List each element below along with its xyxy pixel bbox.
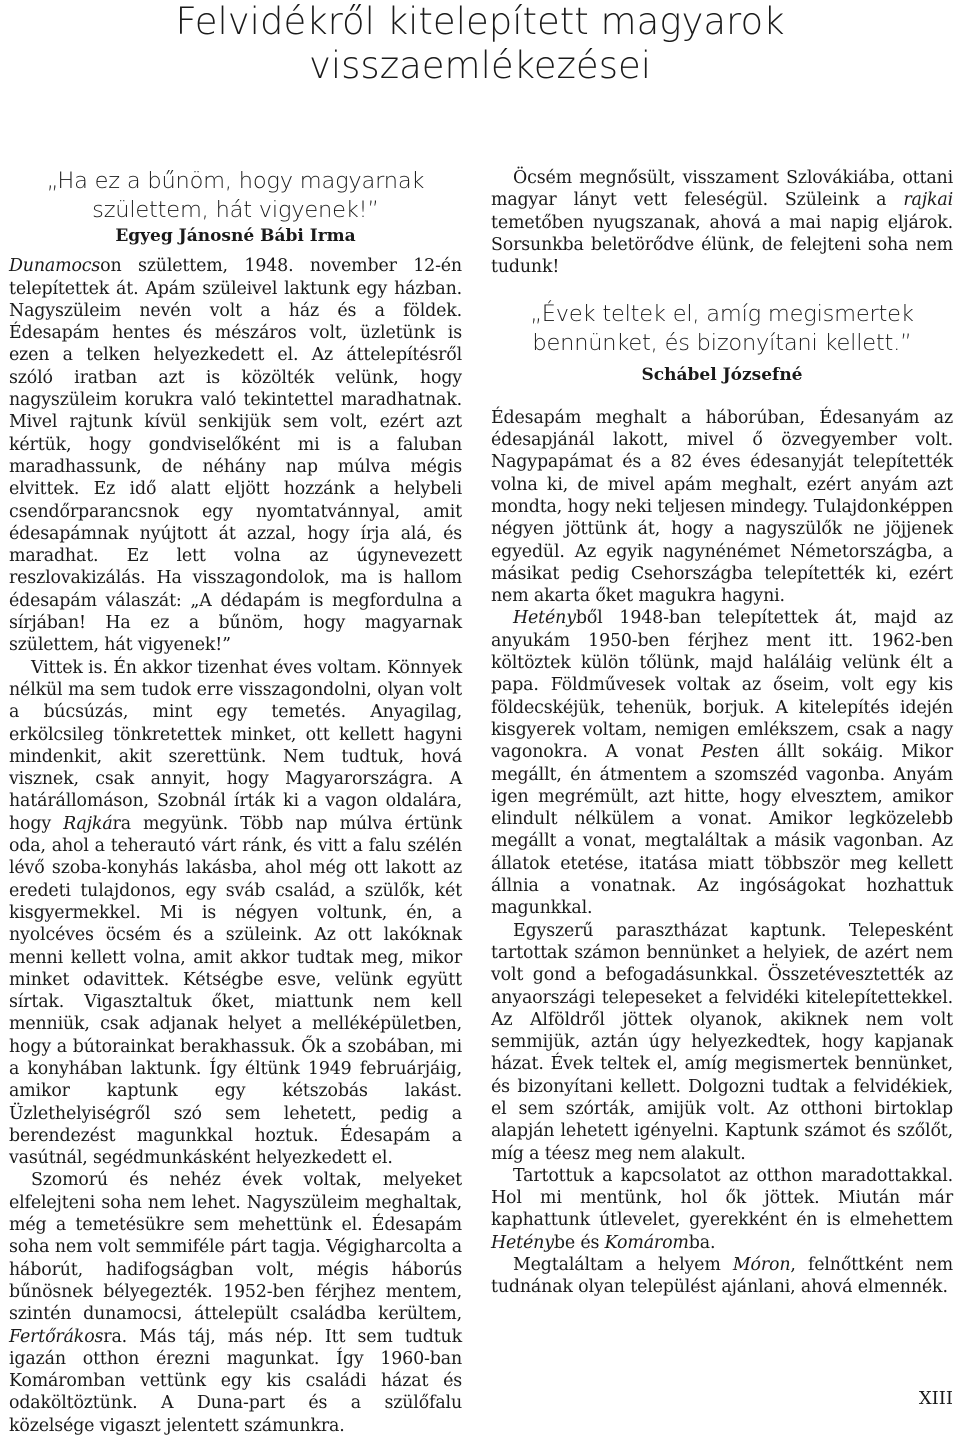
place-name: rajkai — [903, 190, 953, 211]
place-name: Móron — [732, 1255, 791, 1276]
right-column — [491, 167, 953, 1299]
article2-quote-line-1: „Évek teltek el, amíg megismertek — [530, 301, 914, 328]
paragraph-text: be és — [553, 1232, 605, 1253]
page-number: XIII — [918, 1388, 953, 1409]
article1-paragraph-4 — [491, 167, 953, 278]
article2-quote-line-2: bennünket, és bizonyítani kellett.” — [532, 330, 912, 357]
paragraph-text: Megtaláltam a helyem — [513, 1255, 733, 1276]
paragraph-text: ra. Más táj, más nép. Itt sem tudtuk igazán otthon érezni magunkat. Így 1960-ban Komáromban vettünk egy kis családi házat és odaköltöztünk. A Duna-part és a szülőfalu közelsége vigaszt jelentett számunkra. — [9, 1326, 462, 1436]
article2-paragraph-1: Édesapám meghalt a háborúban, Édesanyám az édesapjánál lakott, mivel ő özvegyember volt. Nagypapámat és a 82 éves édesanyját telepítették volna ki, de mivel apám meghalt, ezért anyám azt mondta, hogy neki teljesen mindegy. Tulajdonképpen négyen jöttünk át, hogy a nagyszülők ne jöjjenek egyedül. Az egyik nagynénémet Németországba, a másikat pedig Csehországba telepítették ki, ezért nem akarta őket magukra hagyni. — [491, 407, 953, 607]
article2-paragraph-3: Egyszerű parasztházat kaptunk. Telepesként tartottak számon bennünket a helyiek, de azért nem volt gond a befogadásunkkal. Összetévesztették az anyaországi telepeseket a felvidéki kitelepítettekkel. Az Alföldről jöttek olyanok, akiknek nem volt semmijük, aztán úgy helyezkedtek, hogy kapjanak házat. Évek teltek el, amíg megismertek bennünket, és bizonyítani kellett. Dolgozni tudtak a felvidékiek, el sem szórták, amijük volt. Az otthoni birtoklap alapján lehetett igényelni. Kaptunk számot és szőlőt, míg a téesz meg nem alakult. — [491, 920, 953, 1164]
article1-paragraph-3 — [9, 1169, 462, 1437]
place-name: Rajká — [63, 813, 113, 834]
place-name: Hetény — [491, 1232, 554, 1253]
paragraph-text: on születtem, 1948. november 12-én telepítettek át. Apám szüleivel laktunk egy házban. Nagyszüleim nevén volt a ház és a földek. Édesapám hentes és mészáros volt, üzletünk is ezen a telken helyezkedett el. Az áttelepítésről szóló iratban azt is közölték velünk, hogy nagyszüleim korukra való tekintettel maradhatnak. Mivel rajtunk kívül senkijük sem volt, ezért azt kértük, hogy gondviselőként mi is a faluban maradhassunk, de néhány nap múlva mégis elvittek. Ez idő alatt eljött hozzánk a helybeli csendőrparancsnok egy nyomtatvánnyal, amit édesapámnak nyújtott át azzal, hogy írja alá, és maradhat. Ez lett volna az úgynevezett reszlovakizálás. Ha visszagondolok, ma is hallom édesapám válaszát: „A dédapám is megfordulna a sírjában! Ha ez a bűnöm, hogy magyarnak születtem, hát vigyenek!” — [9, 256, 462, 656]
place-name: Dunamocs — [9, 256, 101, 277]
paragraph-text: Vittek is. Én akkor tizenhat éves voltam. Könnyek nélkül ma sem tudok erre visszagondolni, olyan volt a búcsúzás, mint egy temetés. Anyagilag, erkölcsileg tönkretettek minket, ott kellett hagyni mindenkit, akit szerettünk. Nem tudtuk, hová visznek, csak annyit, hogy Magyarországra. A határállomáson, Szobnál írták ki a vagon oldalára, hogy — [9, 657, 462, 834]
paragraph-text: en állt sokáig. Mikor megállt, én átmentem a szomszéd vagonba. Anyám igen megrémült, azt hitte, hogy elvesztem, amikor elindult nélkülem a vonat. Amikor legközelebb megállt a vonat, megtaláltak a másik vagonban. Az állatok etetése, itatása miatt többször meg kellett állnia a vonatnak. Az ingóságokat hozhattuk magunkkal. — [491, 742, 954, 919]
article1-paragraph-1 — [9, 255, 462, 656]
place-name: Fertőrákos — [9, 1326, 104, 1347]
page-title — [0, 0, 960, 88]
article2-quote — [491, 300, 953, 358]
article1-author: Egyeg Jánosné Bábi Irma — [115, 226, 356, 246]
place-name: Hetény — [513, 608, 576, 629]
paragraph-text: Öcsém megnősült, visszament Szlovákiába, ottani magyar lányt vett feleségül. Szüleink a — [491, 168, 953, 211]
article1-paragraph-2 — [9, 657, 462, 1170]
paragraph-text: ra megyünk. Több nap múlva értünk oda, ahol a teherautó várt ránk, és vitt a falu szélén lévő szoba-konyhás lakásba, ahol még ott lakott az eredeti tulajdonos, egy sváb család, a szülők, két kisgyermekkel. Mi is négyen voltunk, én, a nyolcéves öcsém és a szüleink. Az ott lakóknak menni kellett volna, amit akkor tudtak meg, mikor minket odavittek. Kétségbe esve, velünk együtt sírtak. Vigasztaltuk őket, miattunk nem kell menniük, csak adjanak helyet a melléképületben, hogy a bútorainkat berakhassuk. Ők a szobában, mi a konyhában laktunk. Így éltünk 1949 februárjáig, amikor kaptunk egy kétszobás lakást. Üzlethelyiségről szó sem lehetett, pedig a berendezést magunkkal hoztuk. Édesapám a vasútnál, segédmunkásként helyezkedett el. — [9, 813, 463, 1169]
article2-paragraph-2 — [491, 607, 953, 919]
paragraph-text: ből 1948-ban telepítettek át, majd az anyukám 1950-ben férjhez ment itt. 1962-ben költöztek külön tőlünk, majd haláláig velünk élt a papa. Földművesek voltak az őseim, volt egy kis földecskéjük, tehenük, borjuk. A kitelepítés idején kisgyerek voltam, nemigen emlékszem, csak a nagy vagonokra. A vonat — [491, 608, 953, 763]
article2-author: Schábel Józsefné — [641, 365, 803, 386]
article2-paragraph-4 — [491, 1165, 953, 1254]
article1-quote — [9, 167, 462, 225]
place-name: Komárom — [604, 1232, 689, 1253]
left-column — [9, 167, 462, 1437]
paragraph-text: temetőben nyugszanak, ahová a mai napig eljárok. Sorsunkba beletörődve élünk, de felejteni soha nem tudunk! — [491, 212, 953, 278]
paragraph-text: Tartottuk a kapcsolatot az otthon maradottakkal. Hol mi mentünk, hol ők jöttek. Miután már kaphattunk útlevelet, gyerekként én is elmehettem — [491, 1165, 953, 1231]
article2-paragraph-5 — [491, 1254, 953, 1299]
title-line-2: visszaemlékezései — [308, 44, 652, 87]
place-name: Pest — [701, 742, 738, 763]
article1-quote-line-2: születtem, hát vigyenek!” — [92, 197, 379, 223]
paragraph-text: ba. — [688, 1232, 716, 1253]
article1-quote-line-1: „Ha ez a bűnöm, hogy magyarnak — [46, 168, 425, 194]
title-line-1: Felvidékről kitelepített magyarok — [175, 0, 785, 43]
paragraph-text: , felnőttként nem tudnának olyan települést ajánlani, ahová elmennék. — [491, 1255, 953, 1298]
paragraph-text: Szomorú és nehéz évek voltak, melyeket elfelejteni soha nem lehet. Nagyszüleim meghaltak, még a temetésükre sem mehettünk el. Édesapám soha nem volt semmiféle párt tagja. Végigharcolta a háborút, hadifogságban volt, mégis háborús bűnösnek bélyegezték. 1952-ben férjhez mentem, szintén dunamocsi, áttelepült családba kerültem, — [9, 1170, 462, 1325]
